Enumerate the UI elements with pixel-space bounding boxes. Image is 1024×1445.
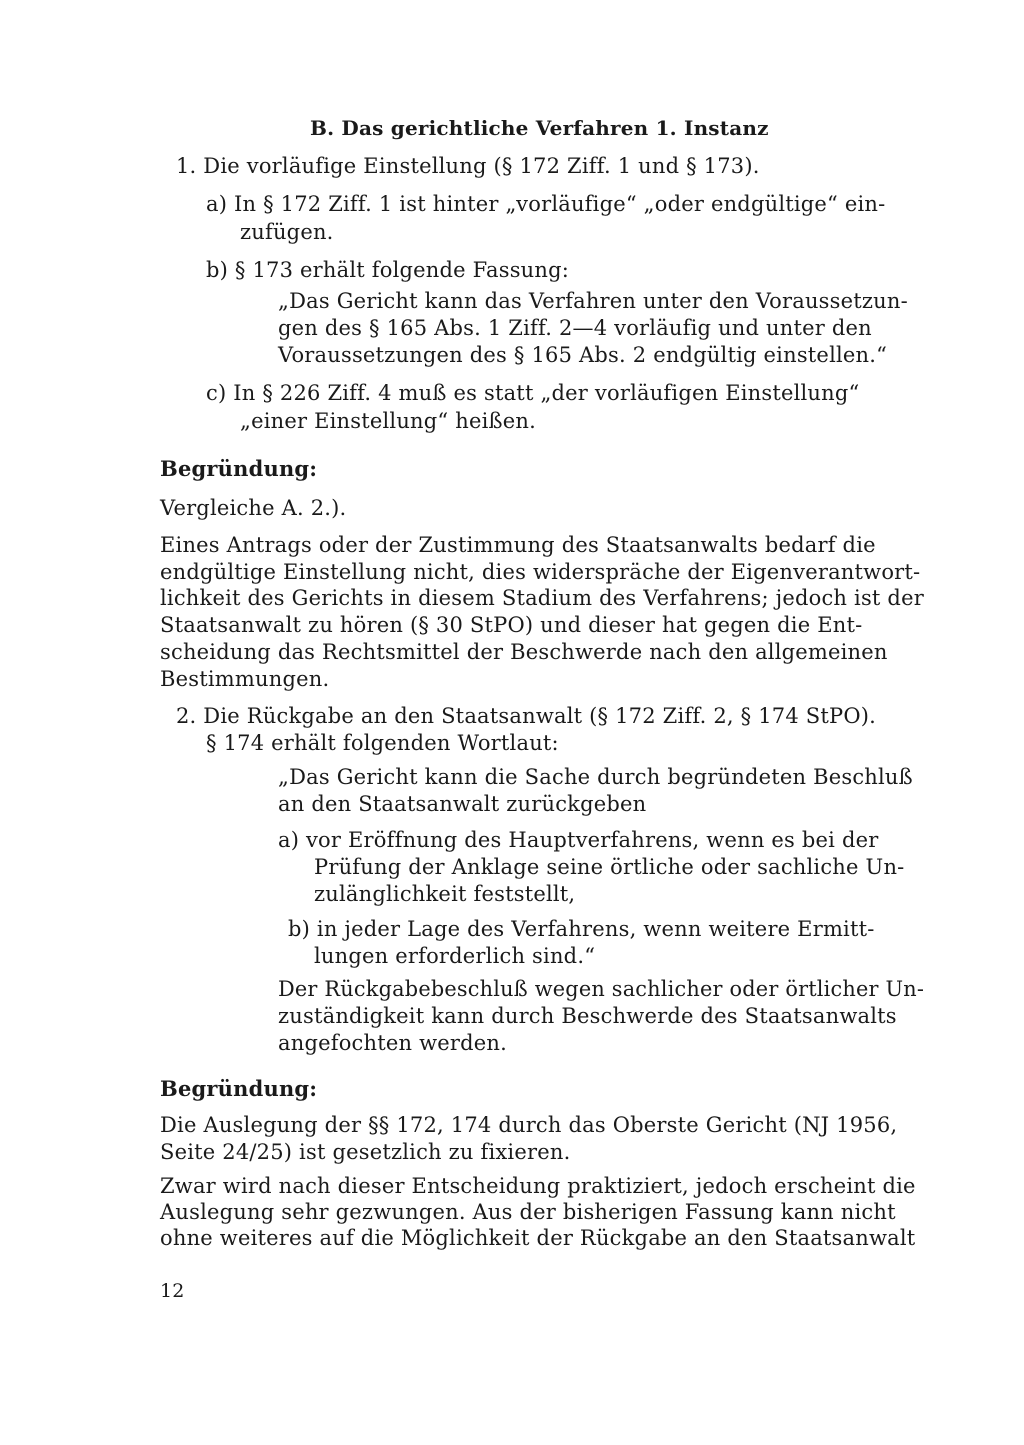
reason2-label: Begründung:: [160, 1076, 318, 1101]
reason1-p2-line6: Bestimmungen.: [160, 667, 330, 691]
item1-b-quote-line2: gen des § 165 Abs. 1 Ziff. 2—4 vorläufig und unter den: [278, 316, 872, 340]
item1-c-line1: c) In § 226 Ziff. 4 muß es statt „der vorläufigen Einstellung“: [206, 381, 860, 405]
item2-closing-line1: Der Rückgabebeschluß wegen sachlicher oder örtlicher Un-: [278, 977, 925, 1001]
page-number: 12: [160, 1280, 185, 1302]
reason1-p2-line4: Staatsanwalt zu hören (§ 30 StPO) und dieser hat gegen die Ent-: [160, 613, 863, 637]
item1-a-line1: a) In § 172 Ziff. 1 ist hinter „vorläufige“ „oder endgültige“ ein-: [206, 192, 886, 216]
reason1-p2-line3: lichkeit des Gerichts in diesem Stadium des Verfahrens; jedoch ist der: [160, 586, 924, 610]
item2-qb-line2: lungen erforderlich sind.“: [314, 944, 596, 968]
reason1-p2-line1: Eines Antrags oder der Zustimmung des Staatsanwalts bedarf die: [160, 533, 876, 557]
item1-b-quote-line3: Voraussetzungen des § 165 Abs. 2 endgültig einstellen.“: [278, 343, 888, 367]
section-title: B. Das gerichtliche Verfahren 1. Instanz: [310, 116, 769, 140]
reason2-p1-line2: Seite 24/25) ist gesetzlich zu fixieren.: [160, 1140, 571, 1164]
item1-heading: 1. Die vorläufige Einstellung (§ 172 Ziff. 1 und § 173).: [176, 154, 760, 178]
item2-qa-line1: a) vor Eröffnung des Hauptverfahrens, wenn es bei der: [278, 828, 879, 852]
reason2-p1-line1: Die Auslegung der §§ 172, 174 durch das Oberste Gericht (NJ 1956,: [160, 1113, 898, 1137]
item2-quote-intro-line1: „Das Gericht kann die Sache durch begründeten Beschluß: [278, 765, 913, 789]
reason2-p2-line1: Zwar wird nach dieser Entscheidung praktiziert, jedoch erscheint die: [160, 1174, 916, 1198]
item2-closing-line3: angefochten werden.: [278, 1031, 507, 1055]
item2-qa-line3: zulänglichkeit feststellt,: [314, 882, 576, 906]
reason1-p1: Vergleiche A. 2.).: [160, 496, 347, 520]
item1-a-line2: zufügen.: [240, 220, 334, 244]
reason1-p2-line5: scheidung das Rechtsmittel der Beschwerde nach den allgemeinen: [160, 640, 888, 664]
item2-heading: 2. Die Rückgabe an den Staatsanwalt (§ 172 Ziff. 2, § 174 StPO).: [176, 704, 877, 728]
reason1-label: Begründung:: [160, 456, 318, 481]
reason2-p2-line3: ohne weiteres auf die Möglichkeit der Rückgabe an den Staatsanwalt: [160, 1226, 916, 1250]
item2-qa-line2: Prüfung der Anklage seine örtliche oder sachliche Un-: [314, 855, 905, 879]
item1-c-line2: „einer Einstellung“ heißen.: [240, 409, 536, 433]
item2-closing-line2: zuständigkeit kann durch Beschwerde des Staatsanwalts: [278, 1004, 897, 1028]
item1-b-line1: b) § 173 erhält folgende Fassung:: [206, 258, 570, 282]
reason2-p2-line2: Auslegung sehr gezwungen. Aus der bisherigen Fassung kann nicht: [160, 1200, 896, 1224]
item1-b-quote-line1: „Das Gericht kann das Verfahren unter den Voraussetzun-: [278, 289, 908, 313]
reason1-p2-line2: endgültige Einstellung nicht, dies widerspräche der Eigenverantwort-: [160, 560, 921, 584]
item2-quote-intro-line2: an den Staatsanwalt zurückgeben: [278, 792, 647, 816]
item2-qb-line1: b) in jeder Lage des Verfahrens, wenn weitere Ermitt-: [288, 917, 875, 941]
item2-sub: § 174 erhält folgenden Wortlaut:: [206, 731, 559, 755]
